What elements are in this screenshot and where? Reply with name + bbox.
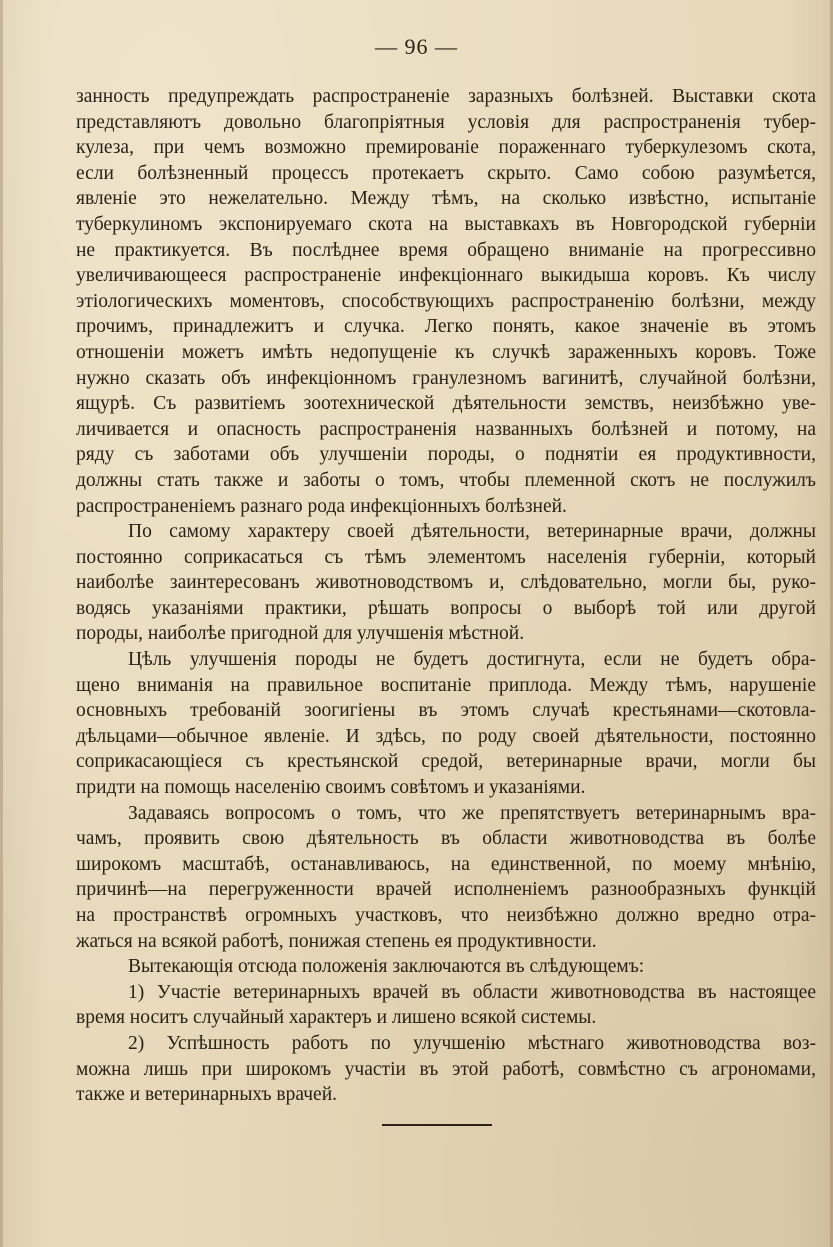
text-line: наиболѣе заинтересованъ животноводствомъ и, слѣдовательно, могли бы, руко- [76, 572, 816, 594]
paragraph [76, 954, 816, 980]
text-line: Цѣль улучшенія породы не будетъ достигнута, если не будетъ обра- [128, 649, 816, 671]
text-line: 1) Участіе ветеринарныхъ врачей въ области животноводства въ настоящее [128, 981, 816, 1003]
text-line: ряду съ заботами объ улучшеніи породы, о поднятіи ея продуктивности, [76, 444, 816, 466]
text-line: время носитъ случайный характеръ и лишено всякой системы. [76, 1007, 597, 1029]
text-line: дѣльцами—обычное явленіе. И здѣсь, по роду своей дѣятельности, постоянно [76, 725, 816, 747]
text-line: должны стать также и заботы о томъ, чтобы племенной скотъ не послужилъ [76, 469, 816, 491]
text-line: чамъ, проявить свою дѣятельность въ области животноводства въ болѣе [76, 828, 816, 850]
text-line: явленіе это нежелательно. Между тѣмъ, на сколько извѣстно, испытаніе [76, 188, 816, 210]
text-line: Вытекающія отсюда положенія заключаются въ слѣдующемъ: [128, 956, 645, 978]
text-line: занность предупреждать распространеніе заразныхъ болѣзней. Выставки скота [76, 86, 816, 107]
text-line: постоянно соприкасаться съ тѣмъ элементомъ населенія губерніи, который [76, 546, 816, 568]
text-line: представляютъ довольно благопріятныя условія для распространенія тубер- [76, 111, 816, 133]
text-line: нужно сказать объ инфекціонномъ гранулезномъ вагинитѣ, случайной болѣзни, [76, 367, 816, 389]
text-line: отношеніи можетъ имѣть недопущеніе къ случкѣ зараженныхъ коровъ. Тоже [76, 341, 816, 363]
text-line: прочимъ, принадлежитъ и случка. Легко понять, какое значеніе въ этомъ [76, 316, 816, 338]
text-line: По самому характеру своей дѣятельности, ветеринарные врачи, должны [128, 521, 816, 543]
paragraph [76, 801, 816, 955]
text-line: ящурѣ. Съ развитіемъ зоотехнической дѣятельности земствъ, неизбѣжно уве- [76, 393, 816, 415]
text-line: увеличивающееся распространеніе инфекціоннаго выкидыша коровъ. Къ числу [76, 265, 816, 287]
text-line: туберкулиномъ экспонируемаго скота на выставкахъ въ Новгородской губерніи [76, 213, 816, 235]
text-line: если болѣзненный процессъ протекаетъ скрыто. Само собою разумѣется, [76, 162, 816, 184]
text-line: соприкасающіеся съ крестьянской средой, ветеринарные врачи, могли бы [76, 751, 816, 773]
text-line: этіологическихъ моментовъ, способствующихъ распространенію болѣзни, между [76, 290, 816, 312]
text-line: Задаваясь вопросомъ о томъ, что же препятствуетъ ветеринарнымъ вра- [128, 802, 816, 824]
text-line: щено вниманія на правильное воспитаніе приплода. Между тѣмъ, нарушеніе [76, 674, 816, 696]
text-line: на пространствѣ огромныхъ участковъ, что неизбѣжно должно вредно отра- [76, 905, 816, 926]
text-line: придти на помощь населенію своимъ совѣтомъ и указаніями. [76, 777, 586, 799]
text-line: можна лишь при широкомъ участіи въ этой работѣ, совмѣстно съ агрономами, [76, 1058, 816, 1080]
text-line: также и ветеринарныхъ врачей. [76, 1084, 338, 1106]
paragraph [76, 647, 816, 801]
text-line: распространеніемъ разнаго рода инфекціонныхъ болѣзней. [76, 495, 567, 517]
body-text [76, 84, 816, 1108]
paragraph [76, 980, 816, 1031]
text-line: основныхъ требованій зоогигіены въ этомъ случаѣ крестьянами—скотовла- [76, 700, 816, 722]
text-line: личивается и опасность распространенія названныхъ болѣзней и потому, на [76, 418, 816, 440]
text-line: 2) Успѣшность работъ по улучшенію мѣстнаго животноводства воз- [128, 1032, 816, 1054]
paragraph [76, 84, 816, 519]
text-line: жаться на всякой работѣ, понижая степень ея продуктивности. [76, 930, 597, 952]
text-line: не практикуется. Въ послѣднее время обращено вниманіе на прогрессивно [76, 239, 816, 261]
page-number: — 96 — [375, 34, 458, 59]
text-line: причинѣ—на перегруженности врачей исполненіемъ разнообразныхъ функцій [76, 879, 816, 901]
paragraph [76, 1031, 816, 1108]
end-rule [382, 1124, 492, 1126]
paragraph [76, 519, 816, 647]
text-line: кулеза, при чемъ возможно премированіе пораженнаго туберкулезомъ скота, [76, 137, 816, 159]
text-line: породы, наиболѣе пригодной для улучшенія мѣстной. [76, 623, 525, 645]
text-line: водясь указаніями практики, рѣшать вопросы о выборѣ той или другой [76, 597, 816, 619]
text-line: широкомъ масштабѣ, останавливаюсь, на единственной, по моему мнѣнію, [76, 853, 816, 875]
